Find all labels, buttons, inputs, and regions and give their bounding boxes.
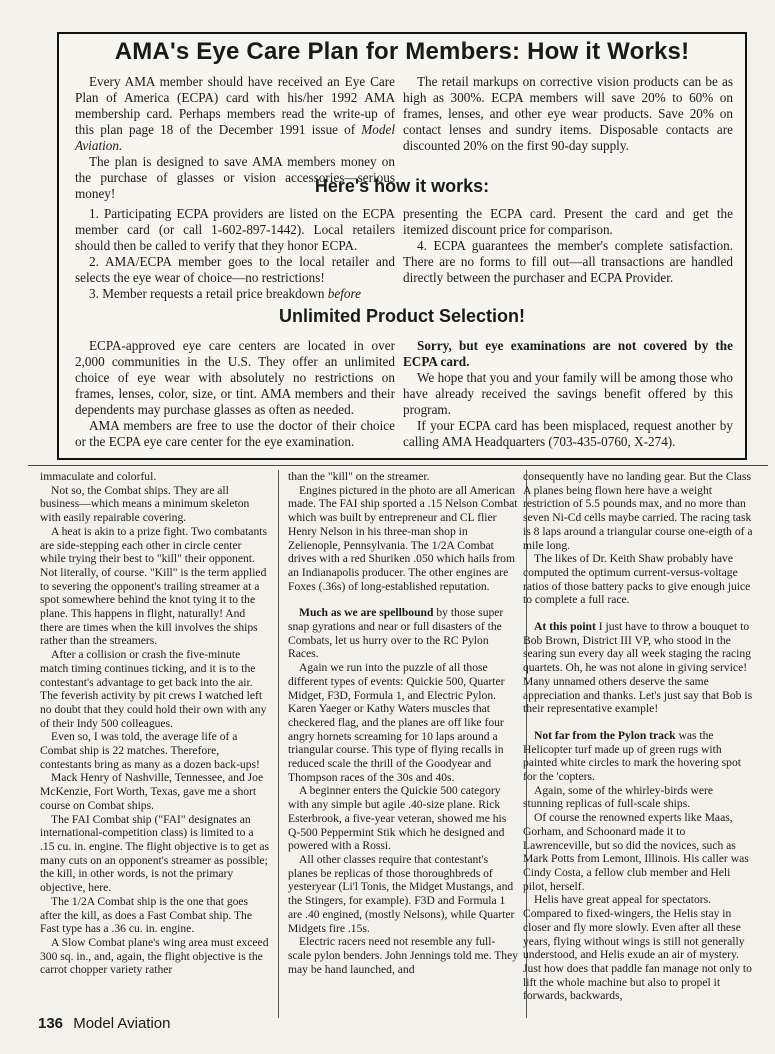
article-paragraph: [40, 813, 270, 895]
paragraph-text: ECPA-approved eye care centers are located in over 2,000 communities in the U.S. They offer an unlimited choice of eye wear with absolutely no restrictions on frames, lenses, color, size, or tint. AMA members and their dependents may purchase glasses as often as needed.: [75, 338, 395, 417]
article-paragraph: [523, 620, 753, 716]
paragraph-text: The 1/2A Combat ship is the one that goes after the kill, as does a Fast Combat ship. The Fast type has a .36 cu. in. engine.: [40, 894, 252, 936]
paragraph-text: than the "kill" on the streamer.: [288, 470, 430, 483]
paragraph-text: If your ECPA card has been misplaced, request another by calling AMA Headquarters (703-435-0760, X-274).: [403, 418, 733, 449]
page-number: 136: [38, 1015, 64, 1032]
article-paragraph: [288, 935, 518, 976]
paragraph-text: by those super snap gyrations and near or full disasters of the Combats, let us hurry over to the RC Pylon Races.: [288, 606, 504, 661]
paragraph-text: Of course the renowned experts like Maas, Gorham, and Schoonard made it to Lawrenceville, but so did the novices, such as Mark Potts from Lemont, Illinois. His caller was Cindy Costa, a fellow club member and Heli pilot, herself.: [523, 811, 749, 893]
paragraph-text: Every AMA member should have received an Eye Care Plan of America (ECPA) card with his/her 1992 AMA membership card. Perhaps members read the write-up of this plan page 18 of the December 1991 issue of: [75, 74, 395, 137]
unlimited-selection-heading: Unlimited Product Selection!: [278, 306, 526, 326]
sidebar-paragraph: [403, 238, 733, 286]
section-lead-in: Much as we are spellbound: [299, 606, 434, 620]
article-paragraph: [40, 484, 270, 525]
paragraph-text: After a collision or crash the five-minute match timing continues ticking, and it is to the contestant's advantage to get back into the air. The feverish activity by pit crews I watched left no doubt that they could hold their own with any of their Indy 500 colleagues.: [40, 648, 267, 730]
article-column-2: [288, 470, 518, 1018]
article-paragraph: [288, 661, 518, 784]
paragraph-text: Even so, I was told, the average life of a Combat ship is 22 matches. Therefore, contestants bring as many as a dozen back-ups!: [40, 730, 260, 771]
section-lead-in: Not far from the Pylon track: [534, 728, 676, 742]
paragraph-text: Not so, the Combat ships. They are all business—which means a minimum skeleton with easily repairable covering.: [40, 483, 250, 525]
paragraph-text: was the Helicopter turf made up of green rugs with painted white circles to mark the hovering spot for the 'copters.: [523, 728, 741, 784]
sidebar-paragraph: [75, 206, 395, 254]
article-paragraph: [40, 525, 270, 648]
article-paragraph: [523, 470, 753, 552]
sidebar-paragraph: [75, 338, 395, 418]
sidebar-paragraph: [75, 286, 395, 302]
sidebar-paragraph: [75, 418, 395, 450]
paragraph-text: The likes of Dr. Keith Shaw probably have computed the optimum current-versus-voltage ratios of those battery packs to give enough juice to complete a full race.: [523, 552, 751, 607]
paragraph-text: 1. Participating ECPA providers are listed on the ECPA member card (or call 1-602-897-1442). Local retailers should then be called to verify that they honor ECPA.: [75, 206, 395, 253]
article-paragraph: [523, 729, 753, 784]
paragraph-text: The FAI Combat ship ("FAI" designates an international-competition class) is limited to a .15 cu. in. engine. The flight objective is to get as many cuts on an opponent's streamer as possible; the kill, in other words, is not the primary objective, here.: [40, 812, 270, 895]
publication-name: Model Aviation: [73, 1015, 171, 1032]
paragraph-text: The retail markups on corrective vision products can be as high as 300%. ECPA members will save 20% to 60% on frames, lenses, and other eye wear products. Save 20% on contact lenses and sundry items. Disposable contacts are discounted 20% on the first 90-day supply.: [403, 74, 733, 153]
paragraph-text: before: [327, 286, 361, 301]
sidebar-paragraph: [403, 418, 733, 450]
article-paragraph: [288, 784, 518, 853]
paragraph-text: immaculate and colorful.: [40, 470, 157, 483]
page-footer: [38, 1015, 171, 1032]
paragraph-text: Mack Henry of Nashville, Tennessee, and Joe McKenzie, Fort Worth, Texas, gave me a short course on Combat ships.: [40, 771, 264, 812]
paragraph-text: 4. ECPA guarantees the member's complete satisfaction. There are no forms to fill out—all transactions are handled directly between the purchaser and ECPA Provider.: [403, 238, 733, 285]
sidebar-paragraph: [75, 74, 395, 154]
article-paragraph: [40, 771, 270, 812]
article-paragraph: [288, 470, 518, 484]
paragraph-text: consequently have no landing gear. But the Class A planes being flown here have a weight restriction of 5.5 pounds max, and no more than seven Ni-Cd cells maybe carried. The racing task is 8 laps around a triangular course one-eigth of a mile long.: [523, 470, 753, 552]
section-lead-in: At this point: [534, 620, 596, 634]
article-paragraph: [523, 552, 753, 607]
paragraph-text: Electric racers need not resemble any full-scale pylon benders. John Jennings told me. They may be hand launched, and: [288, 935, 518, 976]
paragraph-text: A Slow Combat plane's wing area must exceed 300 sq. in., and, again, the flight objective is the carrot chopper variety rather: [40, 935, 269, 977]
paragraph-text: I just have to throw a bouquet to Bob Brown, District III VP, who stood in the searing sun every day all week staging the racing quartets. Oh, he was not alone in giving service! Many unnamed others deserve the same appreciation and thanks. Let's just say that Bob is their representative example!: [523, 620, 753, 716]
paragraph-text: 3. Member requests a retail price breakdown: [89, 286, 328, 301]
how-right-column: [403, 206, 733, 286]
sidebar-paragraph: [403, 370, 733, 418]
article-paragraph: [523, 893, 753, 1003]
intro-right-column: [403, 74, 733, 154]
sidebar-paragraph: [403, 338, 733, 370]
article-paragraph: [288, 853, 518, 935]
article-paragraph: [40, 730, 270, 771]
paragraph-text: Again we run into the puzzle of all those different types of events: Quickie 500, Quarter Midget, F3D, Formula 1, and Electric Pylon. Karen Yaeger or Kathy Waters muscles that checkered flag, and the planes are off like four angry hornets screaming for 10 laps around a triangular course. This type of flying recalls in reduced scale the thrill of the Goodyear and Thompson races of the 30s and 40s.: [288, 661, 505, 784]
sidebar-paragraph: [75, 254, 395, 286]
how-it-works-heading: Here's how it works:: [314, 176, 490, 196]
sidebar-paragraph: [403, 206, 733, 238]
article-column-1: [40, 470, 270, 1018]
paragraph-text: Helis have great appeal for spectators. Compared to fixed-wingers, the Helis stay in closer and fly more slowly. Even after all these years, flying without wings is still not generally understood, and Helis exude an air of mystery. Just how does that paddle fan manage not only to lift the whole machine but also to propel it forwards, backwards,: [523, 893, 752, 1003]
paragraph-text: All other classes require that contestant's planes be replicas of those thoroughbreds of yesteryear (Li'l Tonis, the Midget Mustangs, and the Stingers, for example). F3D and Formula 1 are .40 engined, (mostly Nelsons), while Quarter Midgets fire .15s.: [288, 852, 515, 935]
article-paragraph: [40, 936, 270, 977]
column-divider: [278, 470, 279, 1018]
paragraph-text: We hope that you and your family will be among those who have already received the savings benefit offered by this program.: [403, 370, 733, 417]
article-paragraph: [523, 811, 753, 893]
paragraph-text: Again, some of the whirley-birds were stunning replicas of full-scale ships.: [523, 783, 714, 811]
article-paragraph: [40, 470, 270, 484]
paragraph-text: Sorry, but eye examinations are not covered by the ECPA card.: [403, 338, 733, 369]
how-left-column: [75, 206, 395, 302]
paragraph-text: presenting the ECPA card. Present the card and get the itemized discount price for comparison.: [403, 206, 733, 237]
unlimited-right-column: [403, 338, 733, 450]
eye-care-sidebar-box: [57, 32, 747, 460]
paragraph-text: Model Aviation.: [75, 122, 395, 153]
article-paragraph: [288, 484, 518, 594]
unlimited-left-column: [75, 338, 395, 450]
paragraph-text: The plan is designed to save AMA members money on the purchase of glasses or vision accessories—serious money!: [75, 154, 395, 201]
article-top-rule: [28, 465, 768, 466]
paragraph-text: A beginner enters the Quickie 500 category with any simple but agile .40-size plane. Rick Esterbrook, a five-year veteran, showed me his Q-500 Peppermint Stik which he designed and powered with a Rossi.: [288, 784, 507, 853]
sidebar-paragraph: [403, 74, 733, 154]
article-paragraph: [40, 648, 270, 730]
paragraph-text: A heat is akin to a prize fight. Two combatants are side-stepping each other in circle center while trying their best to "kill" their opponent. Not literally, of course. "Kill" is the term applied to severing the opponent's trailing streamer at a spot somewhere behind the knot tying it to the plane. This happens in flight, naturally! And there are times when the kill involves the ships rather than the streamers.: [40, 524, 267, 648]
article-paragraph: [288, 606, 518, 661]
article-paragraph: [40, 895, 270, 936]
article-column-3: [523, 470, 753, 1018]
paragraph-text: AMA members are free to use the doctor of their choice or the ECPA eye care center for the eye examination.: [75, 418, 395, 449]
article-paragraph: [523, 784, 753, 811]
sidebar-title: AMA's Eye Care Plan for Members: How it Works!: [114, 38, 690, 65]
paragraph-text: 2. AMA/ECPA member goes to the local retailer and selects the eye wear of choice—no restrictions!: [75, 254, 395, 285]
paragraph-text: Engines pictured in the photo are all American made. The FAI ship sported a .15 Nelson Combat which was built by entrepreneur and CL flier Henry Nelson in his three-man shop in Zelienople, Pennsylvania. The 1/2A Combat drives with a red Shuriken .050 which hails from an Indianapolis producer. The other engines are Foxes (.36s) of long-established reputation.: [288, 483, 518, 593]
